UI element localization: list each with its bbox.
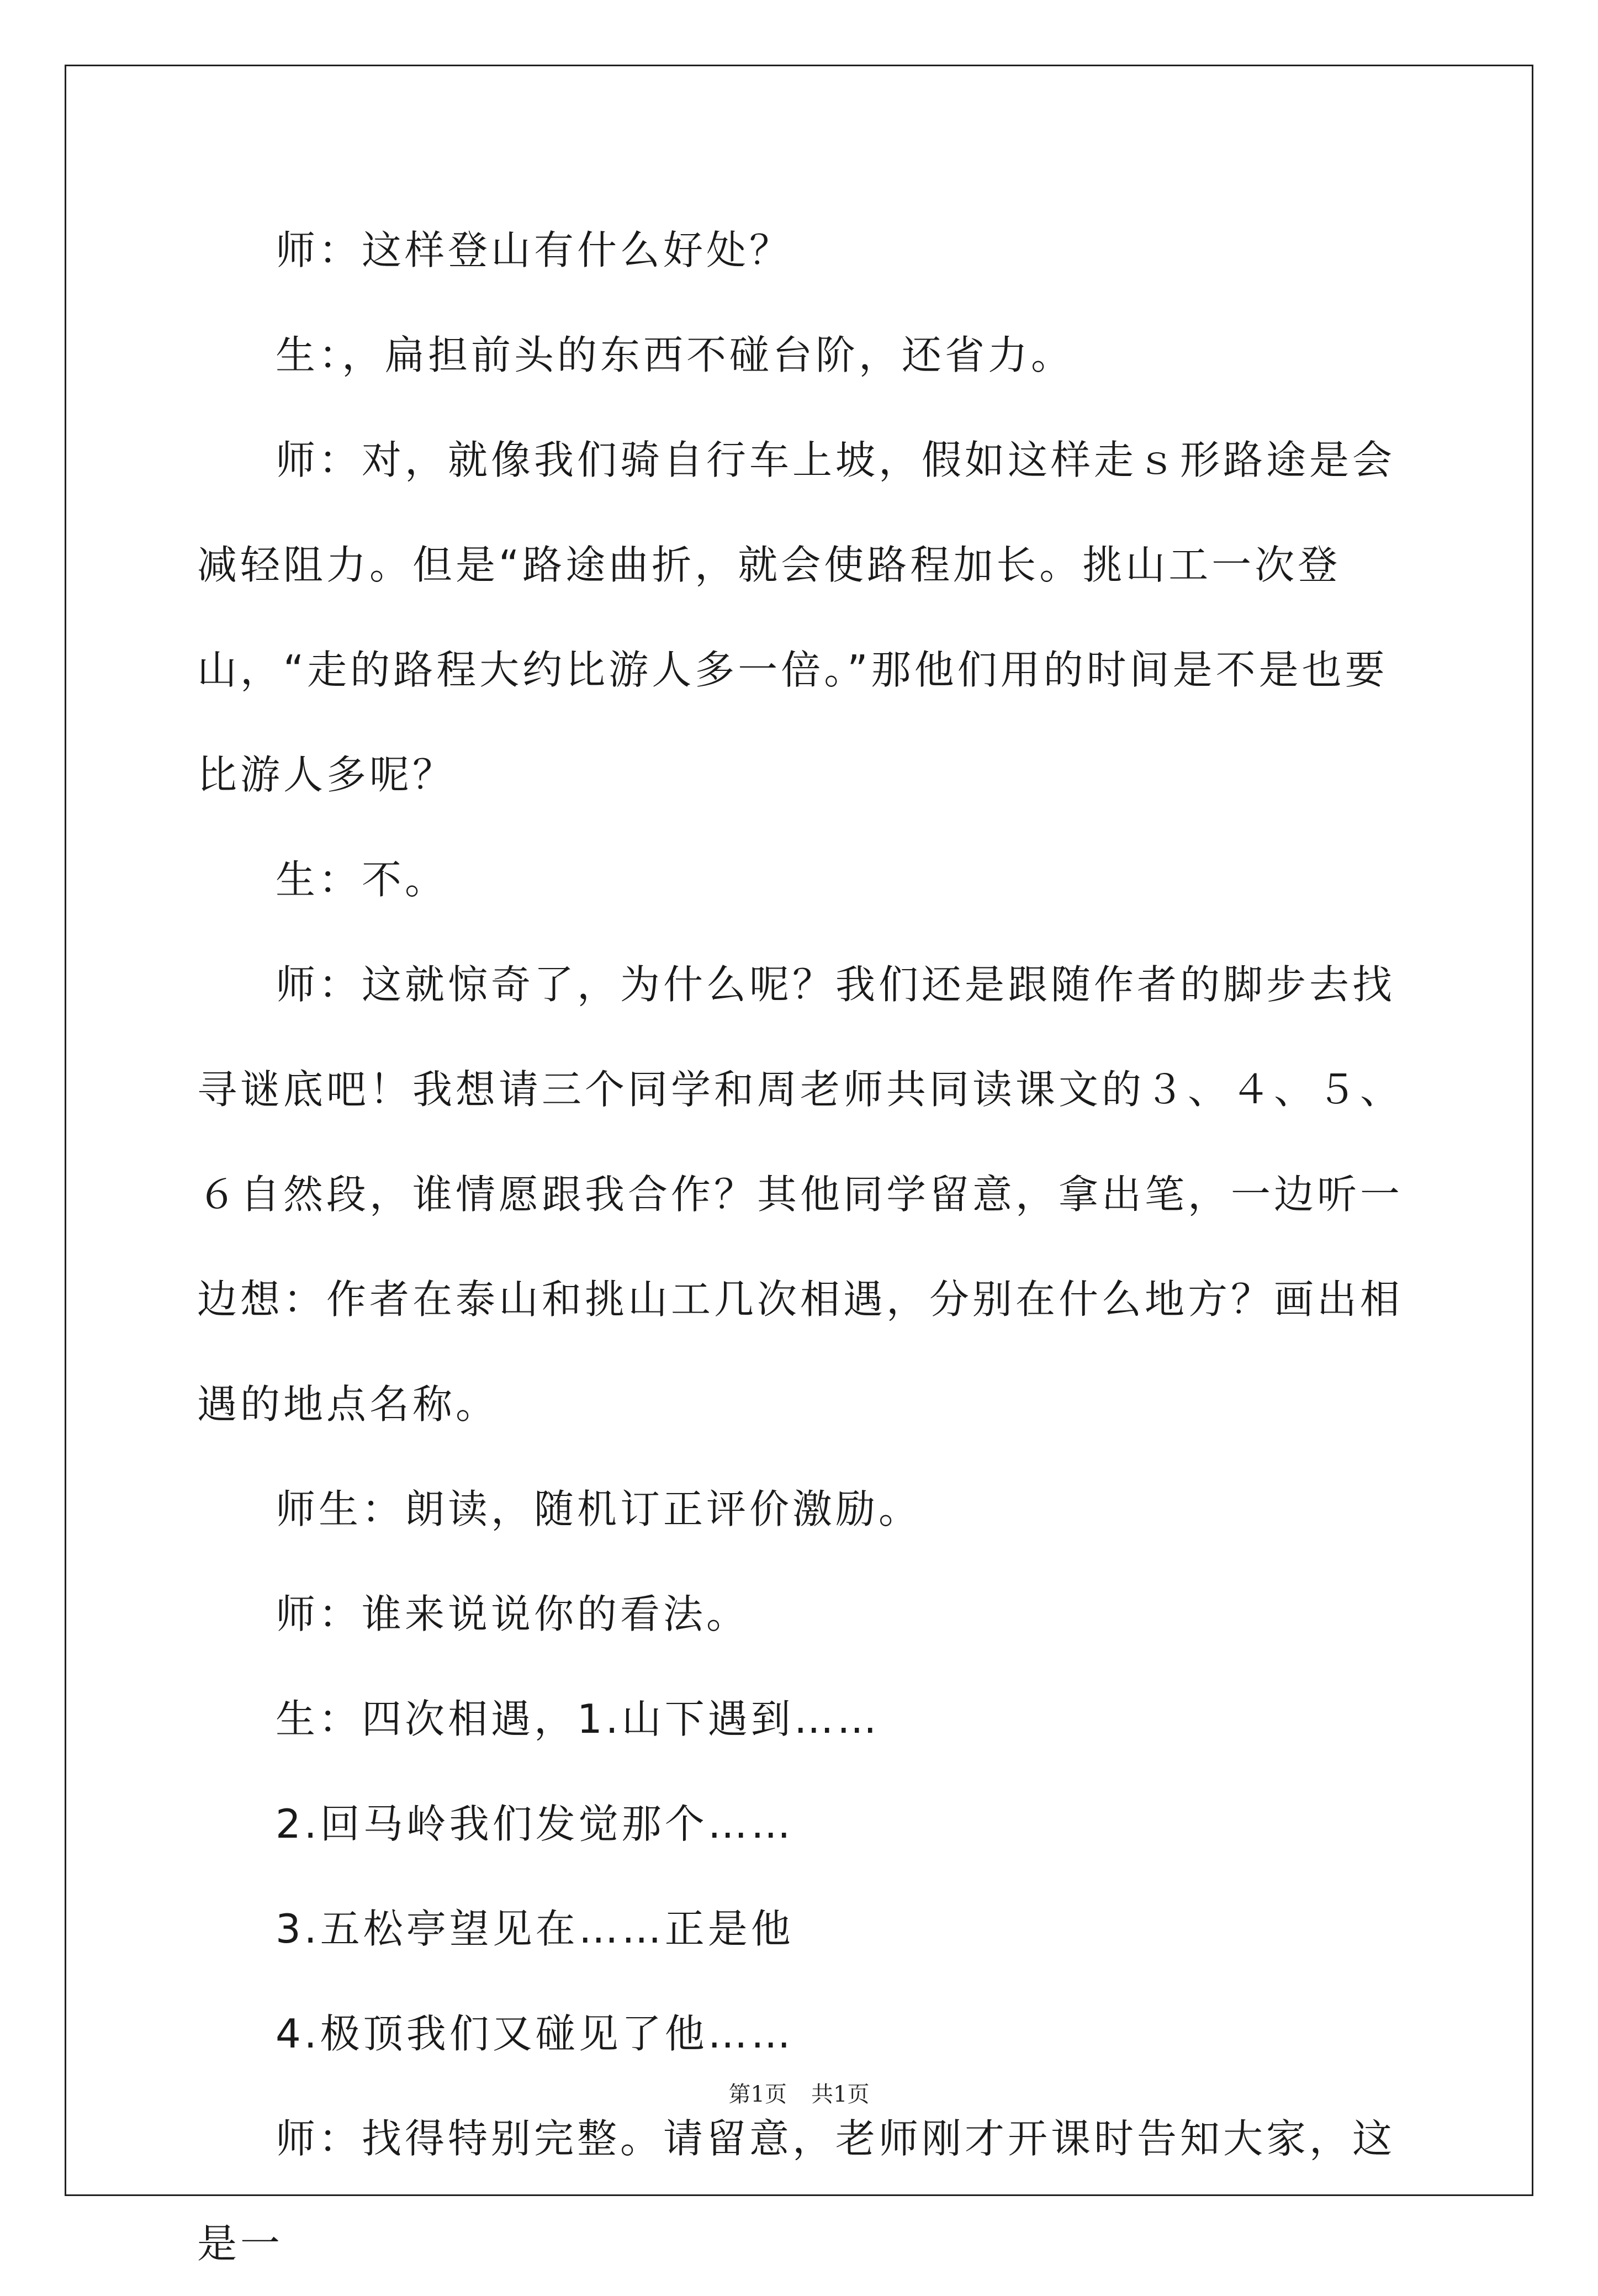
document-body [197, 198, 1423, 2296]
paragraph: 2.回马岭我们发觉那个…… [276, 1801, 794, 1847]
paragraph: 生：不。 [276, 856, 448, 903]
paragraph: 师生：朗读，随机订正评价激励。 [276, 1486, 922, 1532]
paragraph: 师：找得特别完整。请留意，老师刚才开课时告知大家，这是一 [197, 2115, 1396, 2267]
paragraph: 师：这就惊奇了，为什么呢？我们还是跟随作者的脚步去找寻谜底吧！我想请三个同学和周老师共同读课文的３、４、５、６自然段，谁情愿跟我合作？其他同学留意，拿出笔，一边听一边想：作者在泰山和挑山工几次相遇，分别在什么地方？画出相遇的地点名称。 [197, 961, 1404, 1427]
paragraph: 师：对，就像我们骑自行车上坡，假如这样走ｓ形路途是会减轻阻力。但是“路途曲折，就会使路程加长。挑山工一次登山，“走的路程大约比游人多一倍。”那他们用的时间是不是也要比游人多呢？ [197, 437, 1396, 798]
page-footer [0, 2081, 1598, 2108]
paragraph: 师：谁来说说你的看法。 [276, 1591, 750, 1637]
paragraph: 4.极顶我们又碰见了他…… [276, 2011, 794, 2057]
paragraph: 师：这样登山有什么好处？ [276, 227, 793, 273]
paragraph: 3.五松亭望见在……正是他 [276, 1906, 794, 1952]
page-total: 共1页 [811, 2082, 870, 2107]
page-number: 第1页 [728, 2082, 787, 2107]
paragraph: 生：四次相遇，1.山下遇到…… [276, 1696, 880, 1742]
paragraph: 生：，扁担前头的东西不碰台阶，还省力。 [276, 332, 1075, 378]
